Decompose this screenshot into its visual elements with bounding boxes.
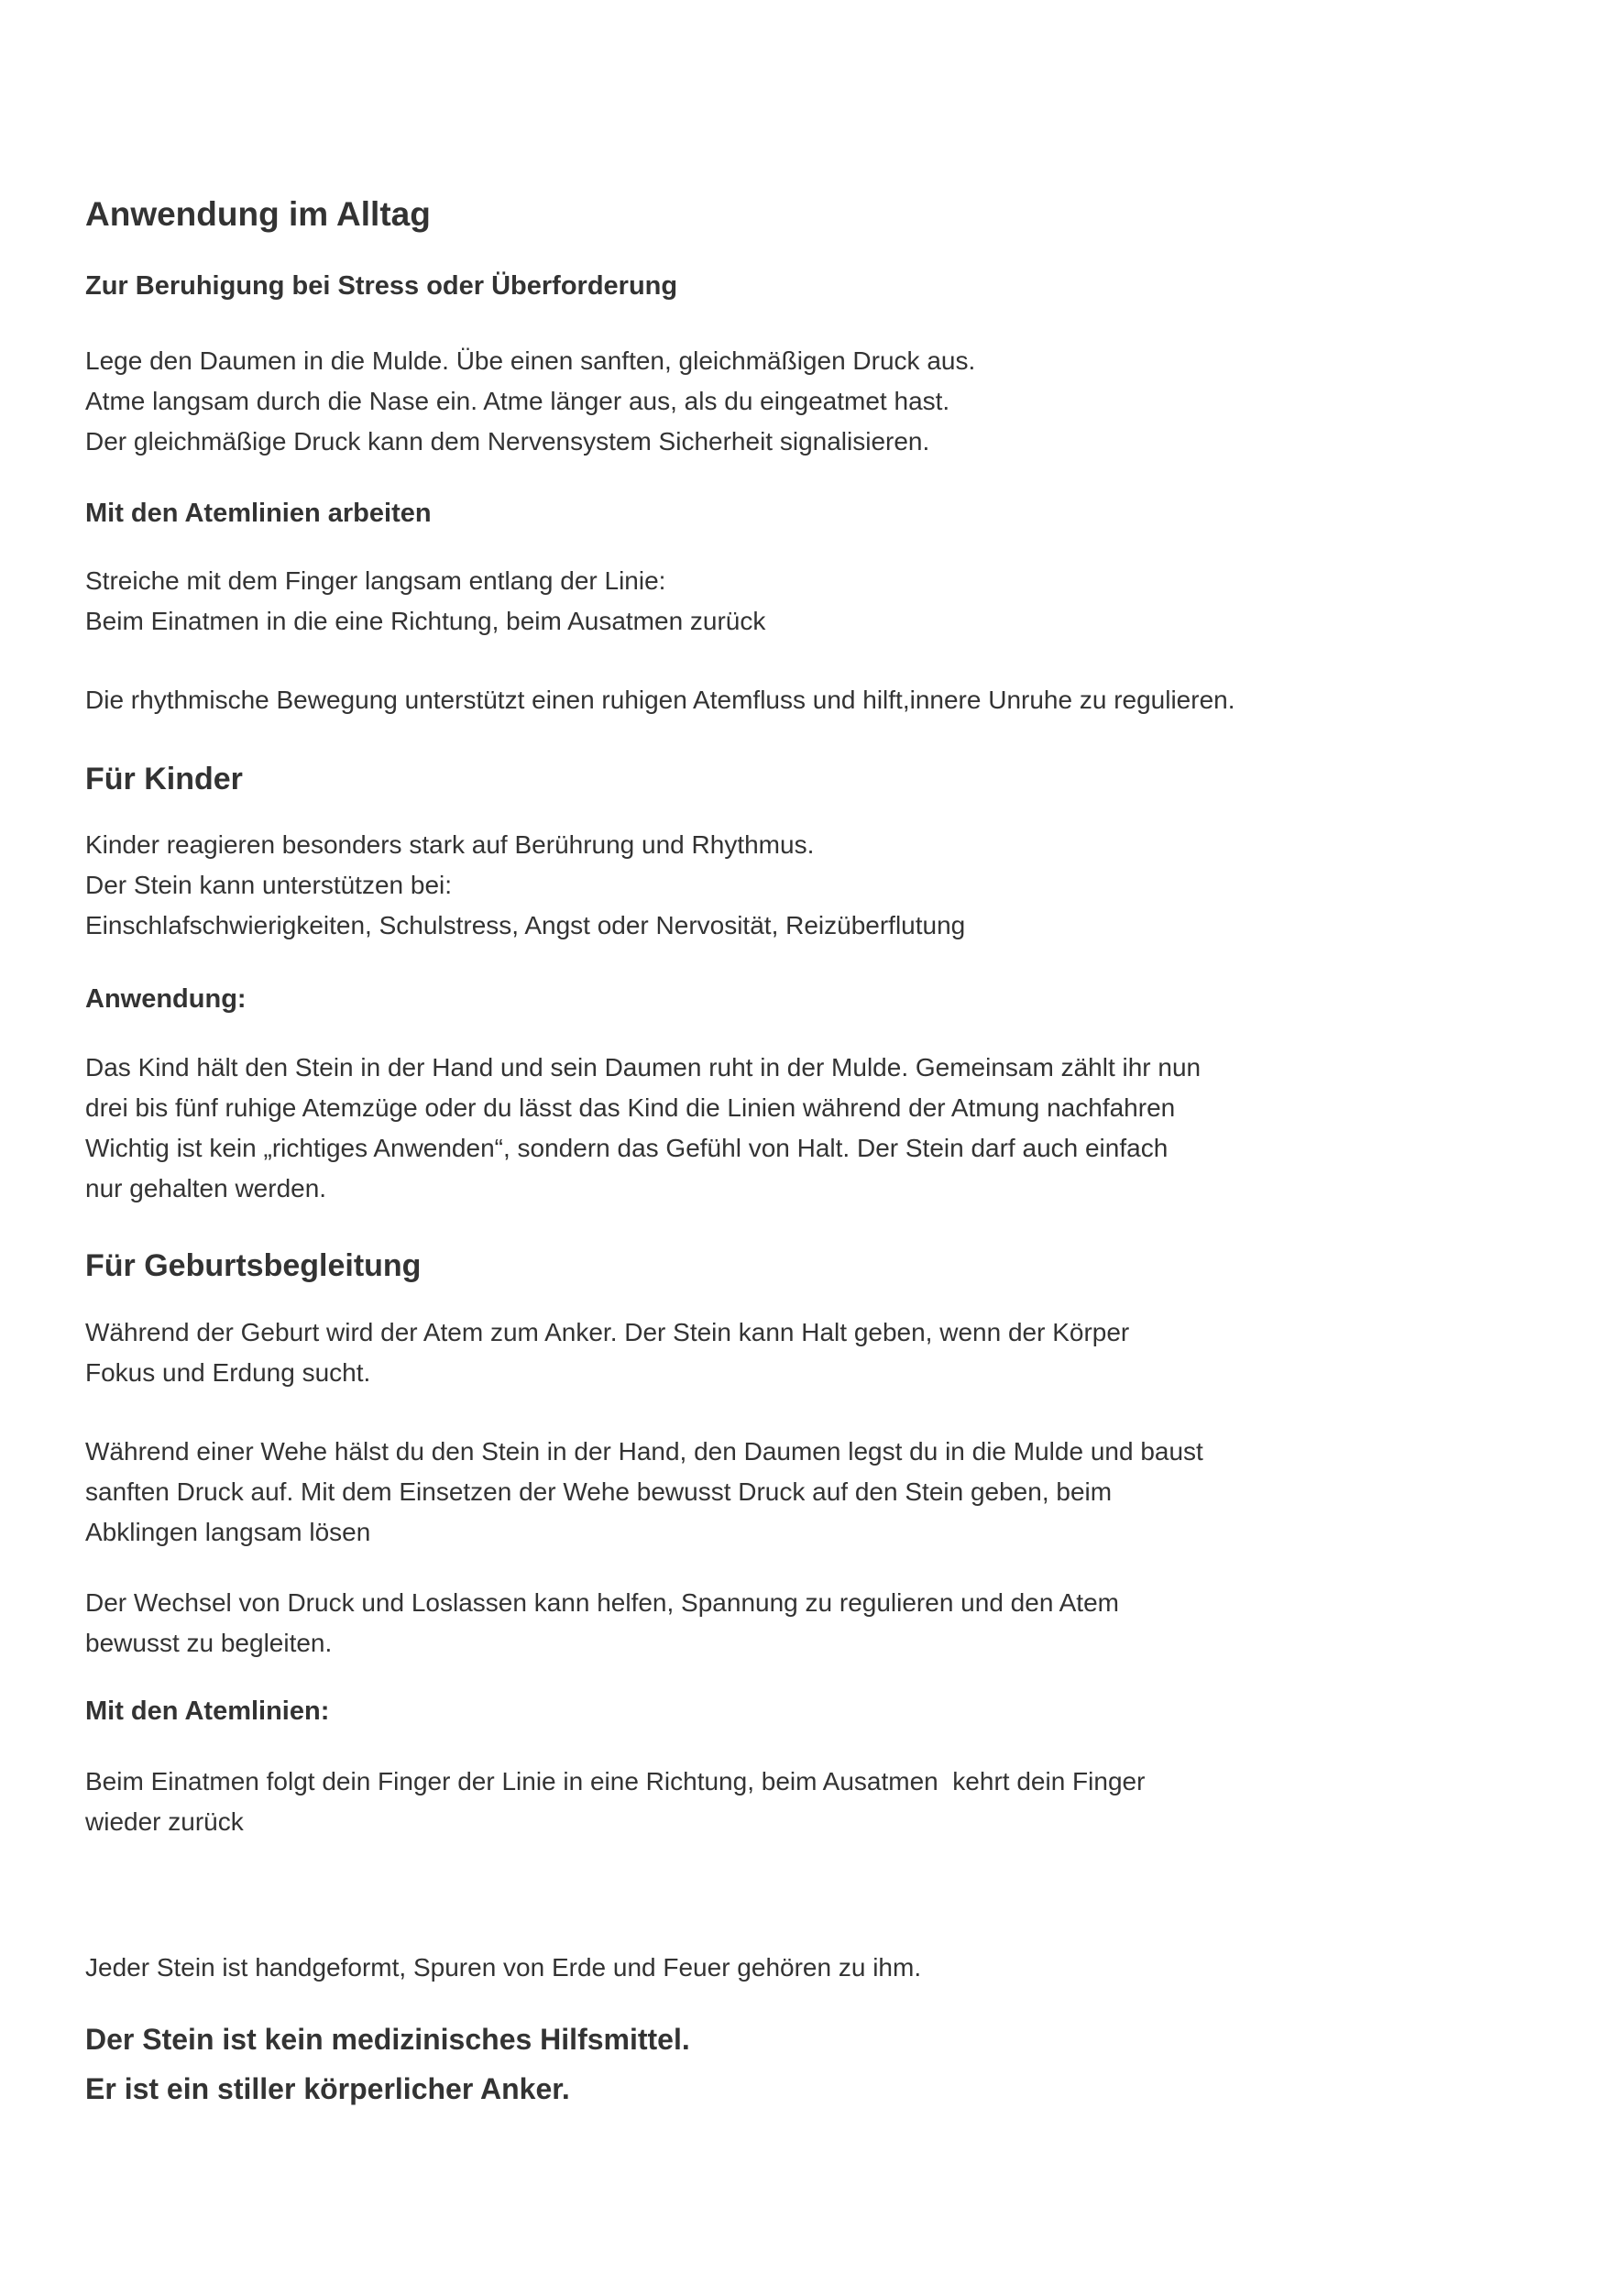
text-line: Beim Einatmen folgt dein Finger der Linie in eine Richtung, beim Ausatmen kehrt dein Finger <box>85 1767 1146 1795</box>
subheading-breath-lines-work: Mit den Atemlinien arbeiten <box>85 499 432 528</box>
text-line: Wichtig ist kein „richtiges Anwenden“, sondern das Gefühl von Halt. Der Stein darf auch einfach <box>85 1134 1169 1162</box>
text-line: Der Stein kann unterstützen bei: <box>85 871 453 899</box>
text-line: Atme langsam durch die Nase ein. Atme länger aus, als du eingeatmet hast. <box>85 387 950 415</box>
text-line: Der Stein ist kein medizinisches Hilfsmittel. <box>85 2023 690 2056</box>
doc-title: Anwendung im Alltag <box>85 195 431 233</box>
paragraph-pressure-release <box>85 1583 1540 1664</box>
text-line: Abklingen langsam lösen <box>85 1518 371 1546</box>
paragraph-contraction <box>85 1432 1540 1553</box>
text-line: Einschlafschwierigkeiten, Schulstress, Angst oder Nervosität, Reizüberflutung <box>85 911 966 939</box>
text-line: sanften Druck auf. Mit dem Einsetzen der Wehe bewusst Druck auf den Stein geben, beim <box>85 1477 1113 1506</box>
text-line: Während einer Wehe hälst du den Stein in der Hand, den Daumen legst du in die Mulde und baust <box>85 1437 1203 1466</box>
paragraph-handformed <box>85 1948 1540 1988</box>
paragraph-children-intro <box>85 825 1540 946</box>
text-line: Lege den Daumen in die Mulde. Übe einen sanften, gleichmäßigen Druck aus. <box>85 346 976 375</box>
text-line: Fokus und Erdung sucht. <box>85 1358 371 1387</box>
text-line: Das Kind hält den Stein in der Hand und sein Daumen ruht in der Mulde. Gemeinsam zählt ihr nun <box>85 1053 1202 1082</box>
heading-for-children: Für Kinder <box>85 762 243 796</box>
text-line: drei bis fünf ruhige Atemzüge oder du lässt das Kind die Linien während der Atmung nachfahren <box>85 1093 1176 1122</box>
paragraph-finger-follows-line <box>85 1762 1540 1842</box>
text-line: Er ist ein stiller körperlicher Anker. <box>85 2072 570 2105</box>
text-line: wieder zurück <box>85 1807 244 1836</box>
paragraph-rhythmic-movement <box>85 680 1540 720</box>
subheading-usage: Anwendung: <box>85 984 247 1014</box>
text-line: bewusst zu begleiten. <box>85 1629 333 1657</box>
text-line: Die rhythmische Bewegung unterstützt einen ruhigen Atemfluss und hilft,innere Unruhe zu regulieren. <box>85 686 1235 714</box>
text-line: Streiche mit dem Finger langsam entlang der Linie: <box>85 566 666 595</box>
text-line: Kinder reagieren besonders stark auf Berührung und Rhythmus. <box>85 830 815 859</box>
text-line: Jeder Stein ist handgeformt, Spuren von Erde und Feuer gehören zu ihm. <box>85 1953 922 1982</box>
paragraph-trace-line <box>85 561 1540 642</box>
text-line: Der gleichmäßige Druck kann dem Nervensystem Sicherheit signalisieren. <box>85 427 930 456</box>
closing-statement <box>85 2015 1540 2114</box>
subheading-calming: Zur Beruhigung bei Stress oder Überforderung <box>85 271 678 301</box>
heading-birth-support: Für Geburtsbegleitung <box>85 1248 422 1283</box>
paragraph-thumb-pressure <box>85 341 1540 462</box>
paragraph-children-usage <box>85 1048 1540 1209</box>
text-line: Beim Einatmen in die eine Richtung, beim Ausatmen zurück <box>85 607 766 635</box>
subheading-breath-lines: Mit den Atemlinien: <box>85 1697 330 1726</box>
text-line: Der Wechsel von Druck und Loslassen kann helfen, Spannung zu regulieren und den Atem <box>85 1588 1119 1617</box>
text-line: Während der Geburt wird der Atem zum Anker. Der Stein kann Halt geben, wenn der Körper <box>85 1318 1130 1346</box>
text-line: nur gehalten werden. <box>85 1174 327 1202</box>
paragraph-birth-anchor <box>85 1312 1540 1393</box>
